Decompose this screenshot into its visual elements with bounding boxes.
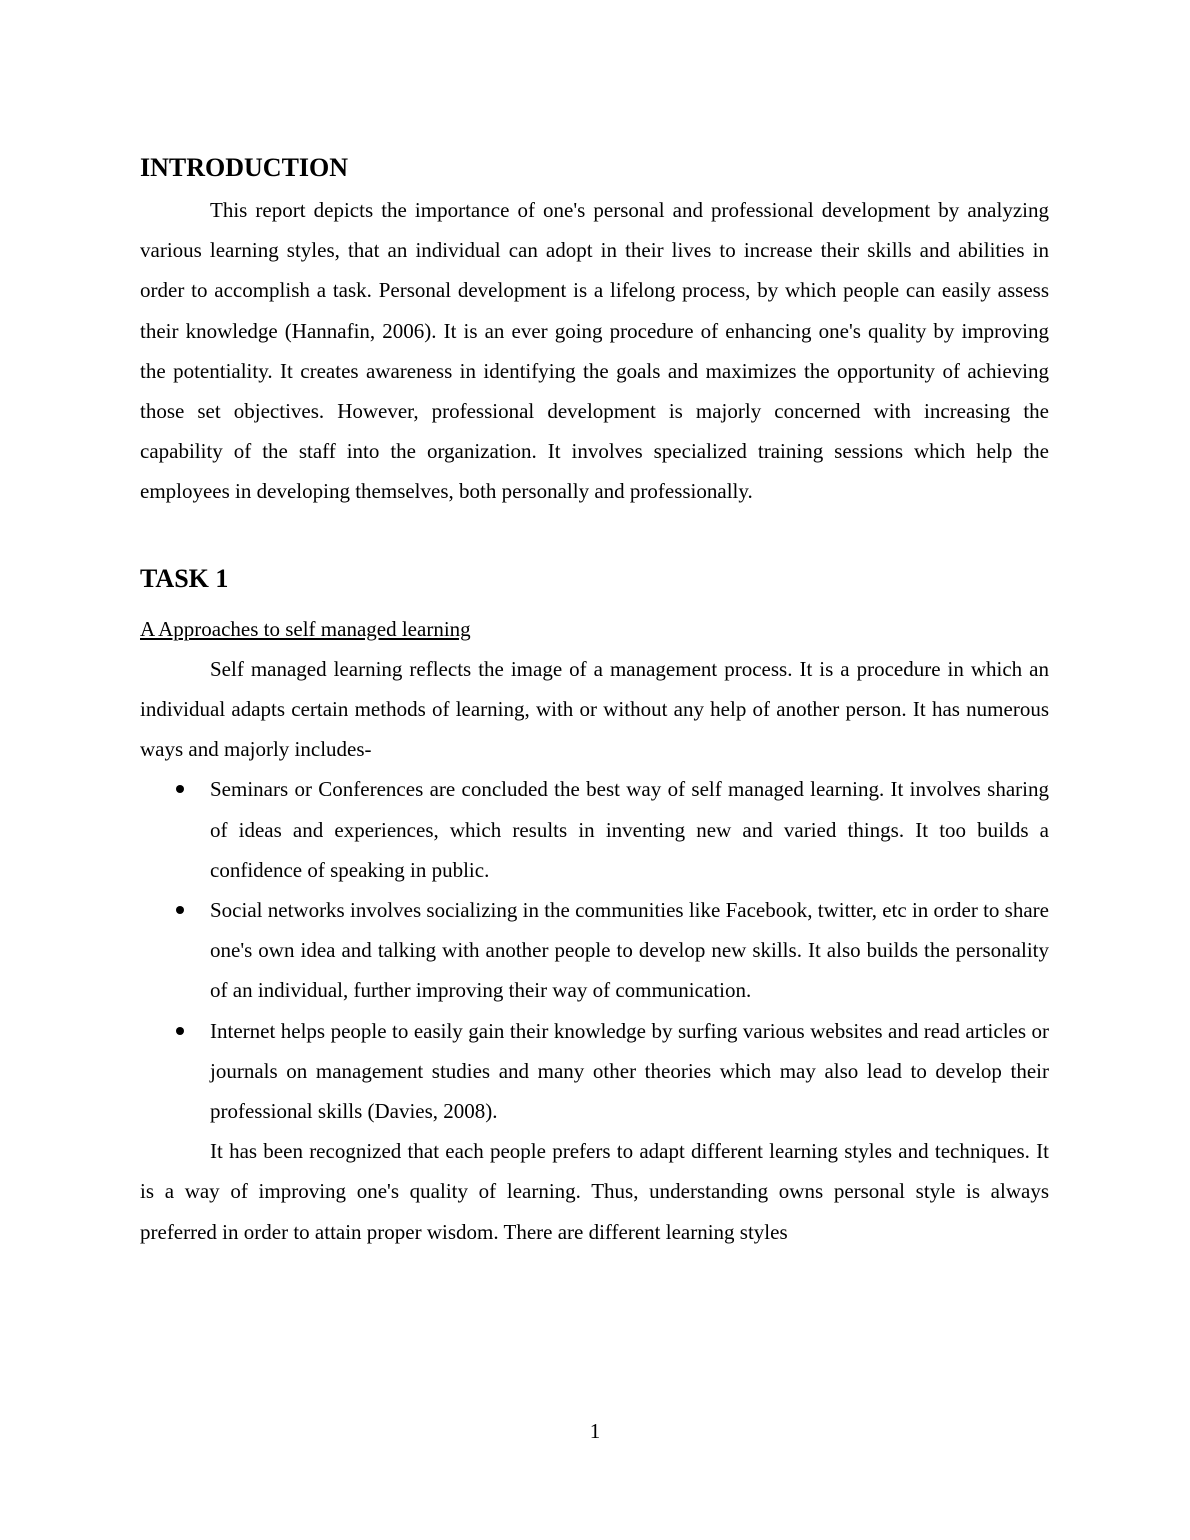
task1-paragraph-1: Self managed learning reflects the image of a management process. It is a procedure in which an individual adapts certain methods of learning, with or without any help of another person. It has numerous ways and majorly includes- [140,656,1049,762]
intro-paragraph: This report depicts the importance of one's personal and professional development by analyzing various learning styles, that an individual can adopt in their lives to increase their skills and abilities in order to accomplish a task. Personal development is a lifelong process, by which people can easily assess their knowledge (Hannafin, 2006). It is an ever going procedure of enhancing one's quality by improving the potentiality. It creates awareness in identifying the goals and maximizes the opportunity of achieving those set objectives. However, professional development is majorly concerned with increasing the capability of the staff into the organization. It involves specialized training sessions which help the employees in developing themselves, both personally and professionally. [140,198,1049,504]
task1-paragraph-2: It has been recognized that each people prefers to adapt different learning styles and techniques. It is a way of improving one's quality of learning. Thus, understanding owns personal style is always preferred in order to attain proper wisdom. There are different learning styles [140,1139,1049,1244]
intro-heading: INTRODUCTION [140,153,349,182]
list-item [140,890,1049,1011]
bullet-icon [176,906,184,914]
bullet-icon [176,785,184,793]
spacer [140,599,1049,609]
spacer [140,512,1049,559]
bullet-icon [176,1027,184,1035]
bullet-list [140,769,1049,1131]
list-item [140,769,1049,890]
list-item-text: Social networks involves socializing in the communities like Facebook, twitter, etc in order to share one's own idea and talking with another people to develop new skills. It also builds the personality of an individual, further improving their way of communication. [210,898,1049,1003]
list-item [140,1011,1049,1132]
list-item-text: Seminars or Conferences are concluded the best way of self managed learning. It involves sharing of ideas and experiences, which results in inventing new and varied things. It too builds a confidence of speaking in public. [210,777,1049,882]
task1-heading: TASK 1 [140,563,229,593]
list-item-text: Internet helps people to easily gain their knowledge by surfing various websites and read articles or journals on management studies and many other theories which may also lead to develop their professional skills (Davies, 2008). [210,1018,1049,1124]
page-number: 1 [589,1419,601,1443]
task1-subheading: A Approaches to self managed learning [140,616,471,641]
page-content [140,148,1049,1252]
